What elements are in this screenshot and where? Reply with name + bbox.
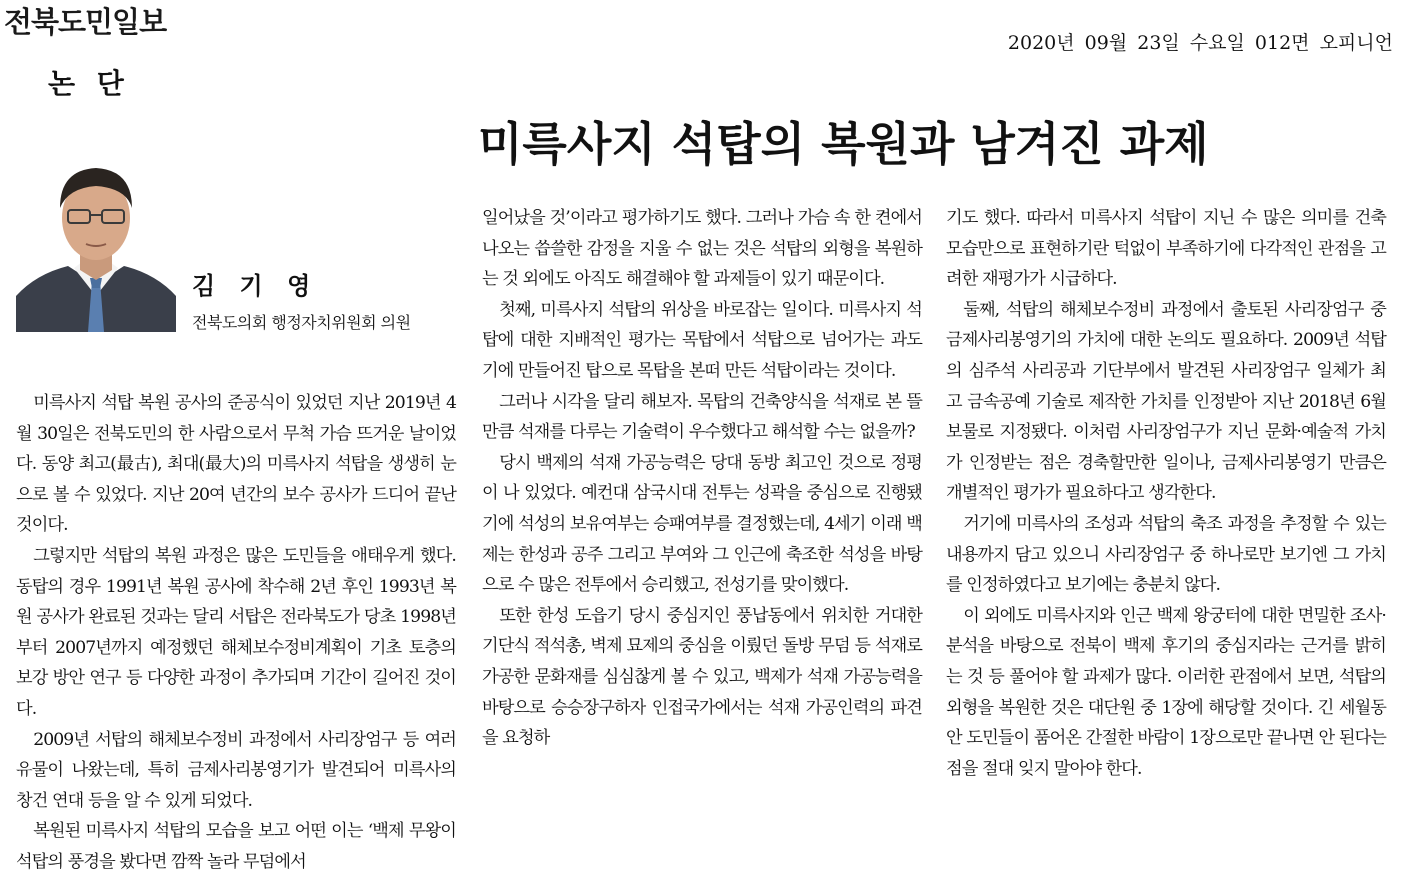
paragraph: 일어났을 것’이라고 평가하기도 했다. 그러나 가슴 속 한 켠에서 나오는 씁쓸한 감정을 지울 수 없는 것은 석탑의 외형을 복원하는 것 외에도 아직도 해결해야 할 과제들이 있기 때문이다.: [482, 208, 922, 290]
paragraph: 또한 한성 도읍기 당시 중심지인 풍납동에서 위치한 거대한 기단식 적석총, 벽제 묘제의 중심을 이뤘던 돌방 무덤 등 석재로 가공한 문화재를 심심찮게 볼 수 있고, 백제가 석재 가공능력을 바탕으로 승승장구하자 인접국가에서는 석재 가공인력의 파견을 요청하: [482, 605, 922, 749]
article-column-2: [482, 203, 922, 754]
paragraph: 미륵사지 석탑 복원 공사의 준공식이 있었던 지난 2019년 4월 30일은 전북도민의 한 사람으로서 무척 가슴 뜨거운 날이었다. 동양 최고(最古), 최대(最大)의 미륵사지 석탑을 생생히 눈으로 볼 수 있었다. 지난 20여 년간의 보수 공사가 드디어 끝난 것이다.: [16, 393, 456, 536]
paragraph: 둘째, 석탑의 해체보수정비 과정에서 출토된 사리장엄구 중 금제사리봉영기의 가치에 대한 논의도 필요하다. 2009년 석탑의 심주석 사리공과 기단부에서 발견된 사리장엄구 일체가 최고 금속공예 기술로 제작한 가치를 인정받아 지난 2018년 6월 보물로 지정됐다. 이처럼 사리장엄구가 지닌 문화·예술적 가치가 인정받는 점은 경축할만한 일이나, 금제사리봉영기 만큼은 개별적인 평가가 필요하다고 생각한다.: [946, 299, 1386, 504]
author-name: 김 기 영: [192, 272, 319, 300]
paragraph: 그러나 시각을 달리 해보자. 목탑의 건축양식을 석재로 본 뜰만큼 석재를 다루는 기술력이 우수했다고 해석할 수는 없을까?: [482, 391, 922, 443]
paragraph: 이 외에도 미륵사지와 인근 백제 왕궁터에 대한 면밀한 조사·분석을 바탕으로 전북이 백제 후기의 중심지라는 근거를 밝히는 것 등 풀어야 할 과제가 많다. 이러한 관점에서 보면, 석탑의 외형을 복원한 것은 대단원 중 1장에 해당할 것이다. 긴 세월동안 도민들이 품어온 간절한 바람이 1장으로만 끝나면 안 된다는 점을 절대 잊지 말아야 한다.: [946, 605, 1386, 779]
paragraph: 기도 했다. 따라서 미륵사지 석탑이 지닌 수 많은 의미를 건축 모습만으로 표현하기란 턱없이 부족하기에 다각적인 관점을 고려한 재평가가 시급하다.: [946, 208, 1386, 290]
newspaper-masthead: 전북도민일보: [4, 5, 167, 39]
article-column-3: [946, 203, 1386, 784]
paragraph: 거기에 미륵사의 조성과 석탑의 축조 과정을 추정할 수 있는 내용까지 담고 있으니 사리장엄구 중 하나로만 보기엔 그 가치를 인정하였다고 보기에는 충분치 않다.: [946, 513, 1386, 596]
paragraph: 그렇지만 석탑의 복원 과정은 많은 도민들을 애태우게 했다. 동탑의 경우 1991년 복원 공사에 착수해 2년 후인 1993년 복원 공사가 완료된 것과는 달리 서탑은 전라북도가 당초 1998년부터 2007년까지 예정했던 해체보수정비계획이 기초 토층의 보강 방안 연구 등 다양한 과정이 추가되며 기간이 길어진 것이다.: [16, 545, 456, 719]
paragraph: 복원된 미륵사지 석탑의 모습을 보고 어떤 이는 ‘백제 무왕이 석탑의 풍경을 봤다면 깜짝 놀라 무덤에서: [16, 821, 456, 872]
paragraph: 2009년 서탑의 해체보수정비 과정에서 사리장엄구 등 여러 유물이 나왔는데, 특히 금제사리봉영기가 발견되어 미륵사의 창건 연대 등을 알 수 있게 되었다.: [16, 729, 456, 811]
dateline: 2020년 09월 23일 수요일 012면 오피니언: [1007, 32, 1393, 54]
author-title: 전북도의회 행정자치위원회 의원: [192, 313, 411, 332]
section-label: 논 단: [48, 67, 130, 100]
author-portrait: [16, 146, 176, 332]
paragraph: 첫째, 미륵사지 석탑의 위상을 바로잡는 일이다. 미륵사지 석탑에 대한 지배적인 평가는 목탑에서 석탑으로 넘어가는 과도기에 만들어진 탑으로 목탑을 본떠 만든 석탑이라는 것이다.: [482, 299, 922, 381]
article-headline: 미륵사지 석탑의 복원과 남겨진 과제: [478, 117, 1209, 171]
paragraph: 당시 백제의 석재 가공능력은 당대 동방 최고인 것으로 정평이 나 있었다. 예컨대 삼국시대 전투는 성곽을 중심으로 진행됐기에 석성의 보유여부는 승패여부를 결정했는데, 4세기 이래 백제는 한성과 공주 그리고 부여와 그 인근에 축조한 석성을 바탕으로 수 많은 전투에서 승리했고, 전성기를 맞이했다.: [482, 452, 922, 596]
article-column-1: [16, 388, 456, 878]
